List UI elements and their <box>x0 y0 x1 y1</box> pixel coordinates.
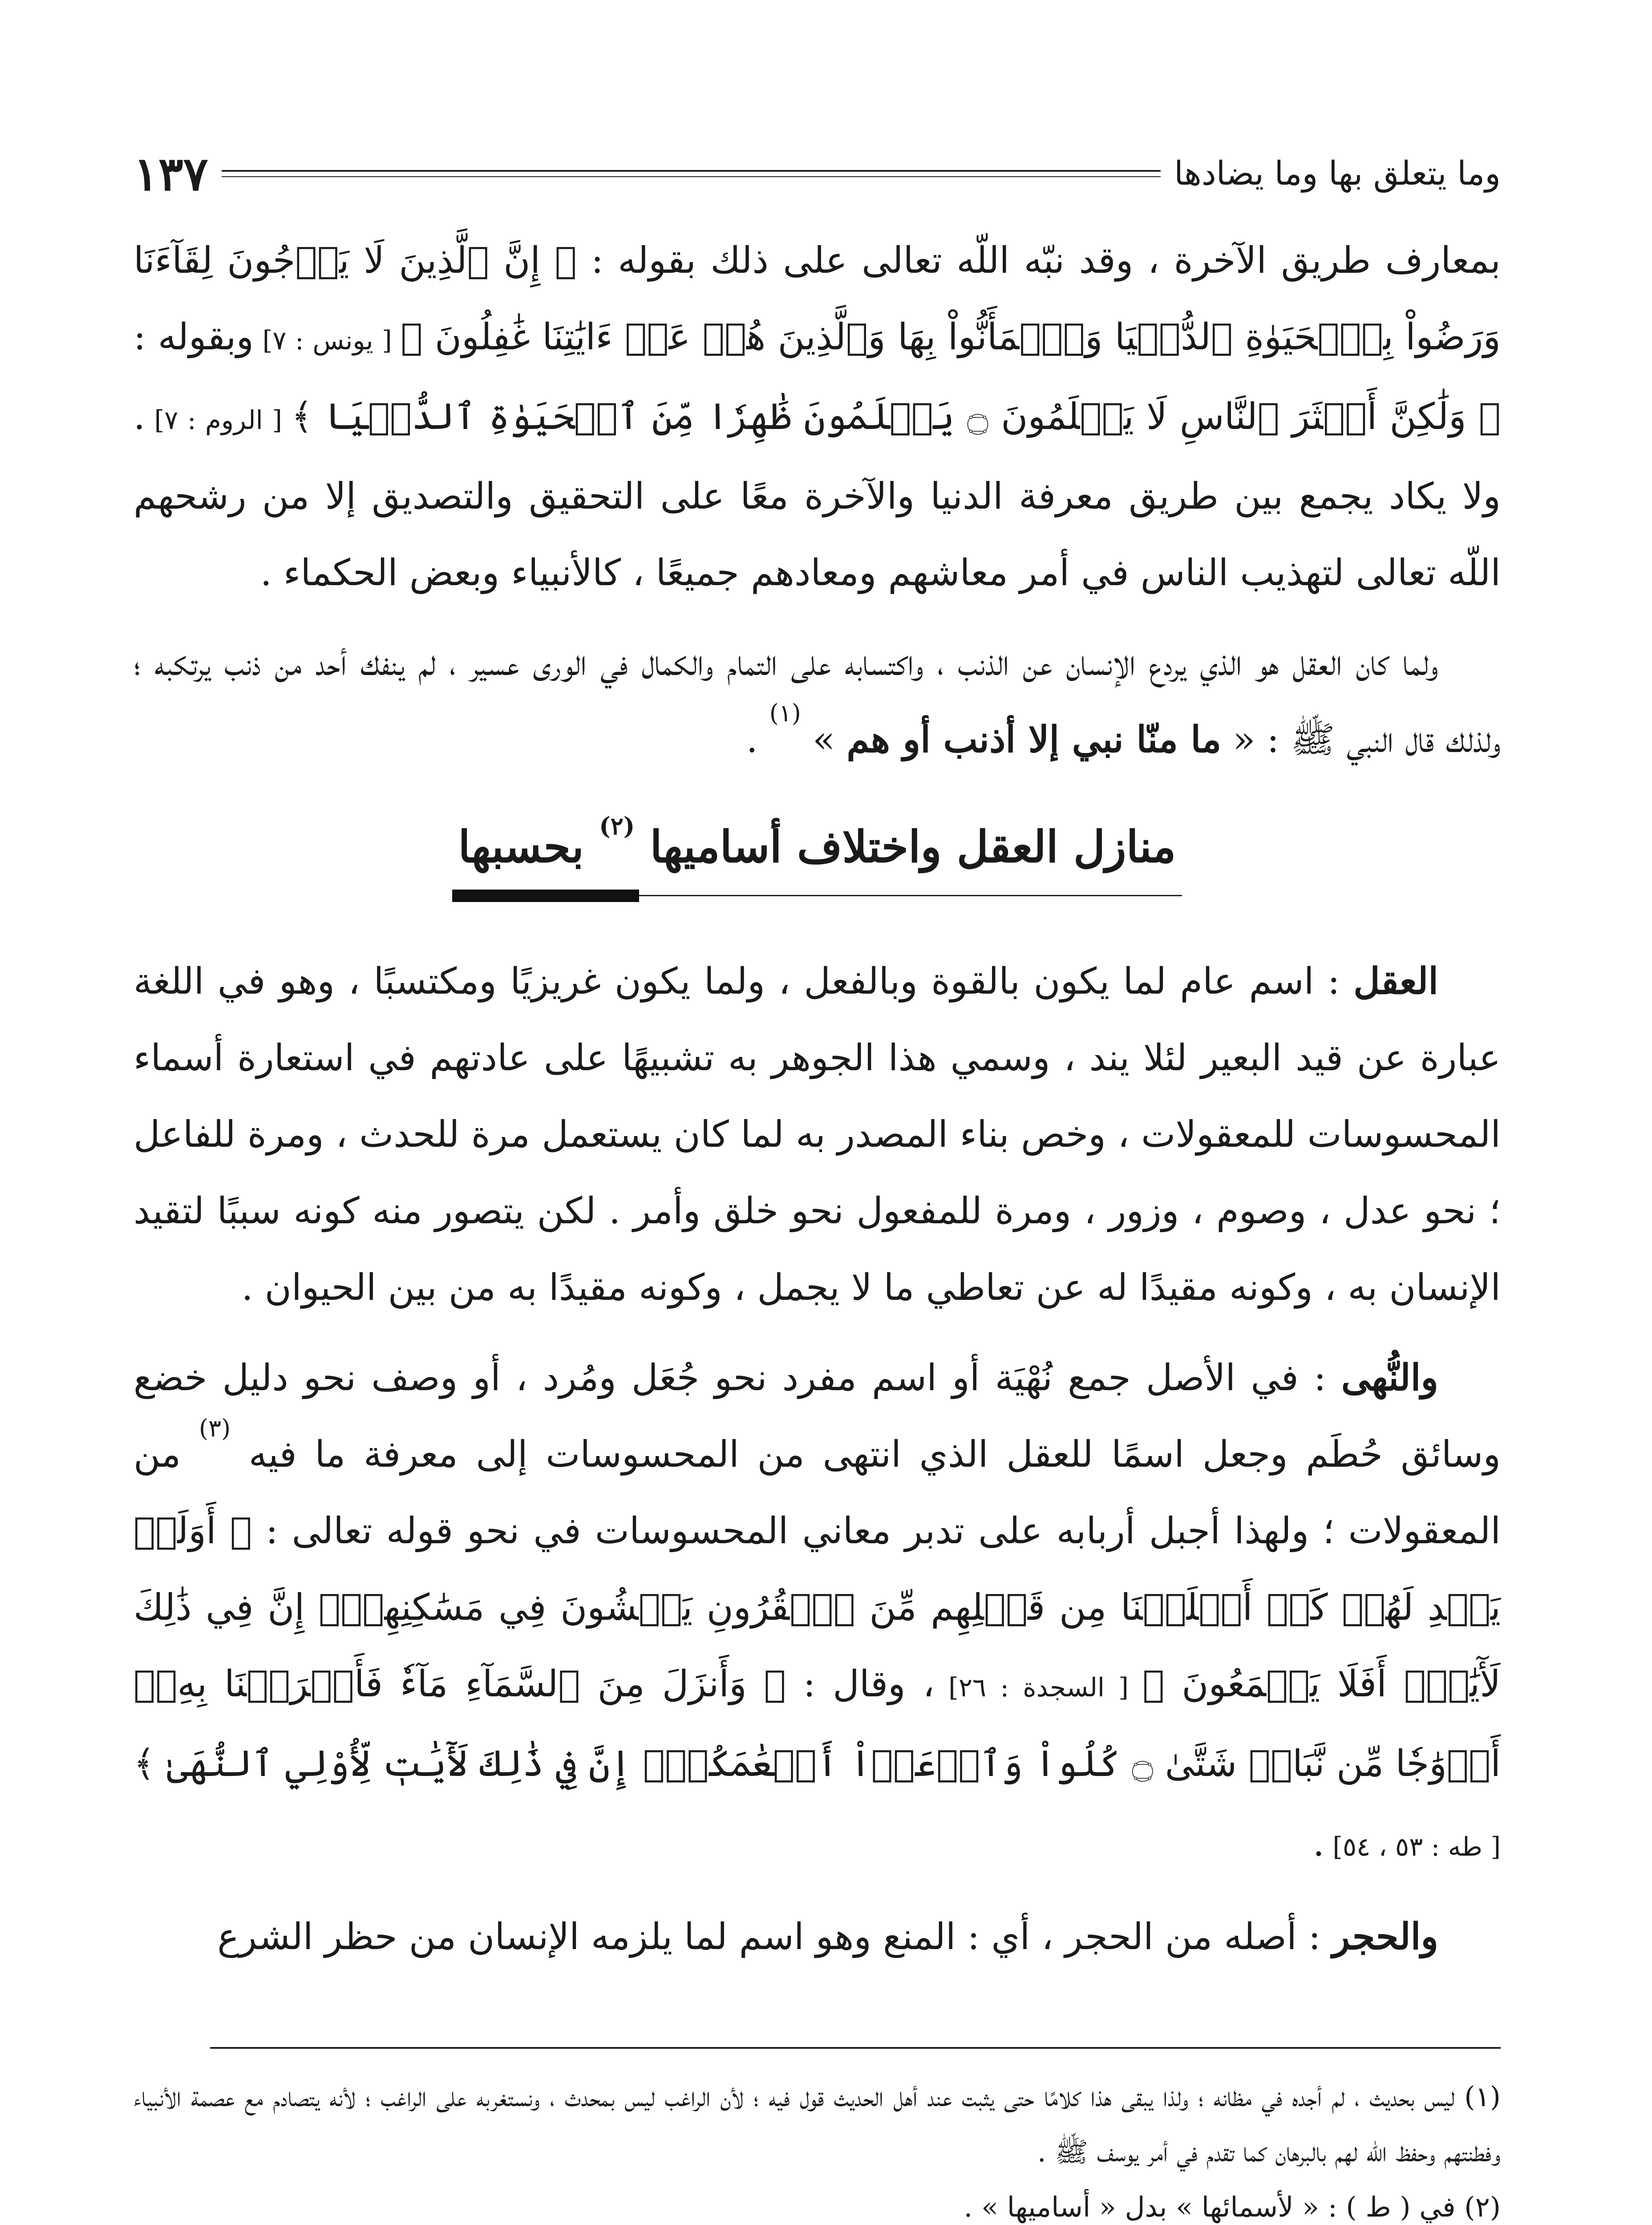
section-divider <box>452 890 1182 903</box>
header-rule <box>222 170 1161 177</box>
paragraph-2 <box>134 625 1501 778</box>
footnote-marker: (٢) <box>599 812 635 840</box>
body-text <box>134 222 1501 1975</box>
quran-verse: ﴿ إِنَّ ٱلَّذِينَ لَا يَرۡجُونَ لِقَآءَنَا وَرَضُواْ بِٱلۡحَيَوٰةِ ٱلدُّنۡيَا وَٱطۡمَأَنُّواْ بِهَا وَٱلَّذِينَ هُمۡ عَنۡ ءَايَٰتِنَا غَٰفِلُونَ ﴾ <box>134 239 1501 358</box>
hadith-quote: ما منّا نبي إلا أذنب أو هم <box>846 718 1222 761</box>
paragraph-5 <box>134 1898 1501 1975</box>
footnotes <box>134 2069 1501 2225</box>
footnote-marker: (٣) <box>199 1414 231 1442</box>
text-run: ولما كان العقل هو الذي يردع الإنسان عن الذنب ، واكتسابه على التمام والكمال في الورى عسير ، لم ينفك أحد من ذنب يرتكبه ؛ ولذلك قال النبي ﷺ : « <box>134 642 1501 761</box>
running-title: وما يتعلق بها وما يضادها <box>1174 154 1501 193</box>
verse-citation: [ الروم : ٧] <box>145 405 292 435</box>
quran-verse: ﴿ وَلَٰكِنَّ أَكۡثَرَ ٱلنَّاسِ لَا يَعۡلَمُونَ ۝ يَعۡلَمُونَ ظَٰهِرٗا مِّنَ ٱلۡحَيَوٰةِ ٱلدُّنۡيَا ﴾ <box>291 396 1501 438</box>
quran-verse: ﴿ أَوَلَمۡ يَهۡدِ لَهُمۡ كَمۡ أَهۡلَكۡنَا مِن قَبۡلِهِم مِّنَ ٱلۡقُرُونِ يَمۡشُونَ فِي مَسَٰكِنِهِمۡۚ إِنَّ فِي ذَٰلِكَ لَأٓيَٰتٍۚ أَفَلَا يَسۡمَعُونَ ﴾ <box>134 1510 1501 1705</box>
running-header <box>134 147 1501 200</box>
divider-thick-bar <box>452 890 639 902</box>
quran-verse: ﴿ وَأَنزَلَ مِنَ ٱلسَّمَآءِ مَآءٗ فَأَخۡرَجۡنَا بِهِۦٓ أَزۡوَٰجٗا مِّن نَّبَاتٖ شَتَّىٰ ۝ كُلُواْ وَٱرۡعَوۡاْ أَنۡعَٰمَكُمۡۚ إِنَّ فِي ذَٰلِكَ لَأٓيَٰتٖ لِّأُوْلِي ٱلنُّهَىٰ ﴾ <box>134 1663 1501 1785</box>
verse-citation: [ يونس : ٧] <box>254 325 401 356</box>
page-number: ١٣٧ <box>134 146 208 201</box>
text-run: : اسم عام لما يكون بالقوة وبالفعل ، ولما يكون غريزيًا ومكتسبًا ، وهو في اللغة عبارة عن قيد البعير لئلا يند ، وسمي هذا الجوهر به تشبيهًا على عادتهم في استعارة أسماء المحسوسات للمعقولات ، وخص بناء المصدر به لما كان يستعمل مرة للحدث ، ومرة للفاعل ؛ نحو عدل ، وصوم ، وزور ، ومرة للمفعول نحو خلق وأمر . لكن يتصور منه كونه سببًا لتقيد الإنسان به ، وكونه مقيدًا له عن تعاطي ما لا يجمل ، وكونه مقيدًا به من بين الحيوان . <box>134 960 1501 1309</box>
text-run: بمعارف طريق الآخرة ، وقد نبّه اللّه تعالى على ذلك بقوله : <box>576 239 1501 282</box>
footnote-marker: (١) <box>769 699 801 727</box>
text-run: » <box>801 719 847 761</box>
text-run: . <box>746 719 769 761</box>
text-run: . ولا يكاد يجمع بين طريق معرفة الدنيا والآخرة معًا على التحقيق والتصديق إلا من رشحهم اللّه تعالى لتهذيب الناس في أمر معاشهم ومعادهم جميعًا ، كالأنبياء وبعض الحكماء . <box>134 396 1501 594</box>
paragraph-4 <box>134 1339 1501 1885</box>
text-run: : أصله من الحجر ، أي : المنع وهو اسم لما يلزمه الإنسان من حظر الشرع <box>217 1916 1332 1958</box>
text-run: . <box>1312 1822 1324 1865</box>
text-run: ، وقال : <box>786 1663 935 1705</box>
section-title-text: بحسبها <box>458 821 584 873</box>
verse-citation: [ السجدة : ٢٦] <box>934 1672 1143 1703</box>
footnote-1: (١) ليس بحديث ، لم أجده في مظانه ؛ ولذا يبقى هذا كلامًا حتى يثبت عند أهل الحديث قول فيه ؛ لأن الراغب ليس بمحدث ، ونستغربه على الراغب ؛ لأنه يتصادم مع عصمة الأنبياء وفطنتهم وحفظ اللّه لهم بالبرهان كما تقدم في أمر يوسف ﷺ . <box>134 2080 1501 2168</box>
term-heading: والحجر <box>1332 1915 1438 1958</box>
footnote-2: (٢) في ( ط ) : « لأسمائها » بدل « أساميها » . <box>964 2191 1501 2223</box>
footnote-separator <box>210 2047 1501 2049</box>
term-heading: والنُّهى <box>1341 1356 1438 1399</box>
section-title <box>134 814 1501 881</box>
section-title-text: منازل العقل واختلاف أساميها <box>650 821 1176 873</box>
text-run: من المعقولات ؛ ولهذا أجبل أربابه على تدبر معاني المحسوسات في نحو قوله تعالى : <box>134 1433 1501 1552</box>
term-heading: العقل <box>1353 960 1438 1003</box>
paragraph-1 <box>134 222 1501 611</box>
paragraph-3 <box>134 943 1501 1326</box>
text-run: : في الأصل جمع نُهْيَة أو اسم مفرد نحو جُعَل ومُرد ، أو وصف نحو دليل خضع وسائق حُطَم وجعل اسمًا للعقل الذي انتهى من المحسوسات إلى معرفة ما فيه <box>134 1357 1501 1476</box>
verse-citation: [ طه : ٥٣ ، ٥٤] <box>1324 1832 1501 1862</box>
text-run: وبقوله : <box>134 316 254 358</box>
